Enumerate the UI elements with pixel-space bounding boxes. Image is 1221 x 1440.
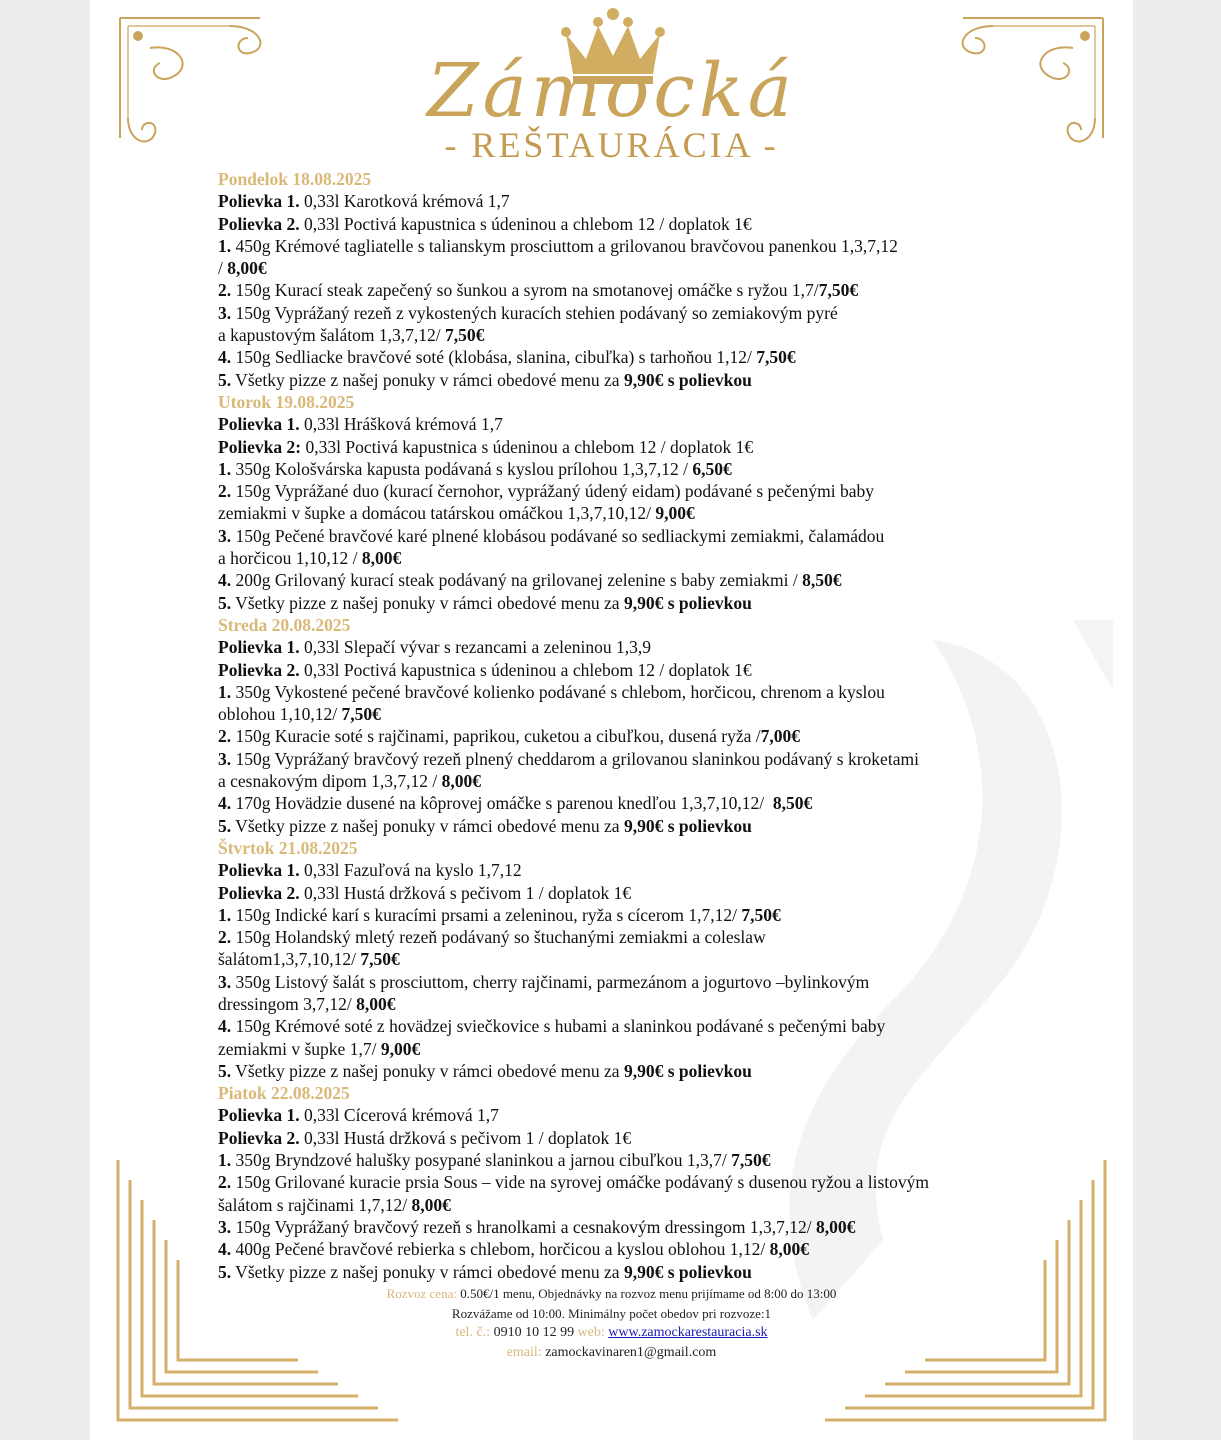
menu-item — [218, 213, 1018, 235]
item-price: 8,50€ — [802, 570, 842, 591]
phone-label: tel. č.: — [455, 1325, 491, 1340]
item-description: 0,33l Slepačí vývar s rezancami a zeleninou 1,3,9 — [299, 637, 652, 658]
item-description: 0,33l Poctivá kapustnica s údeninou a chlebom 12 / doplatok 1€ — [299, 213, 752, 234]
item-description: 150g Holandský mletý rezeň podávaný so štuchanými zemiakmi a coleslaw šalátom1,3,7,10,12/ — [218, 927, 766, 970]
item-description: 150g Indické karí s kuracími prsami a zeleninou, ryža s cícerom 1,7,12/ — [231, 904, 742, 925]
delivery-info — [210, 1284, 1013, 1304]
header — [90, 0, 1133, 170]
item-description: 150g Vyprážané duo (kurací černohor, vyprážaný údený eidam) podávané s pečenými baby zemiakmi v šupke a domácou tatárskou omáčkou 1,3,7,10,12/ — [218, 481, 874, 524]
item-description: 0,33l Poctivá kapustnica s údeninou a chlebom 12 / doplatok 1€ — [299, 659, 752, 680]
item-description: 150g Kurací steak zapečený so šunkou a syrom na smotanovej omáčke s ryžou 1,7/ — [231, 280, 819, 301]
menu-item — [218, 369, 1018, 391]
item-price: 8,50€ — [772, 793, 813, 814]
menu-item — [218, 1171, 1018, 1216]
menu-item — [218, 235, 1018, 280]
menu-item — [218, 413, 1018, 435]
item-number: 5. — [218, 1261, 232, 1282]
left-backdrop — [0, 0, 90, 1440]
item-description: 0,33l Karotková krémová 1,7 — [299, 191, 510, 212]
item-number: 2. — [218, 726, 232, 747]
item-price: 7,50€ — [818, 280, 859, 301]
item-number: Polievka 1. — [218, 637, 300, 658]
item-description: 0,33l Hustá držková s pečivom 1 / doplatok 1€ — [299, 1127, 632, 1148]
menu-item — [218, 436, 1018, 458]
item-description: 150g Pečené bravčové karé plnené klobásou podávané so sedliackymi zemiakmi, čalamádou a horčicou 1,10,12 / — [218, 525, 885, 569]
item-number: 2. — [218, 927, 232, 948]
web-label: web: — [577, 1325, 605, 1340]
brand-logo-script: Zámocká — [427, 48, 796, 134]
item-description: 350g Vykostené pečené bravčové kolienko podávané s chlebom, horčicou, chrenom a kyslou oblohou 1,10,12/ — [218, 681, 885, 725]
item-number: Polievka 2. — [218, 213, 300, 234]
item-description: 350g Kološvárska kapusta podávaná s kyslou prílohou 1,3,7,12 / — [231, 458, 693, 479]
delivery-info-2: Rozvážame od 10:00. Minimálny počet obedov pri rozvoze:1 — [451, 1305, 772, 1321]
item-number: 4. — [218, 570, 232, 591]
item-number: 4. — [218, 793, 232, 814]
item-number: 3. — [218, 1216, 232, 1237]
item-price: 8,00€ — [356, 993, 396, 1014]
email-label: email: — [506, 1344, 542, 1360]
menu-item — [218, 1015, 1018, 1060]
menu-item — [218, 302, 1018, 347]
item-description: 350g Listový šalát s prosciuttom, cherry rajčinami, parmezánom a jogurtovo –bylinkovým dressingom 3,7,12/ — [218, 971, 870, 1014]
item-number: Polievka 2. — [218, 882, 300, 903]
menu-item — [218, 1238, 1018, 1260]
item-number: 3. — [218, 971, 232, 992]
item-number: Polievka 2: — [218, 436, 302, 457]
phone-number: 0910 10 12 99 — [490, 1325, 578, 1340]
item-description: 0,33l Hustá držková s pečivom 1 / doplatok 1€ — [299, 882, 632, 903]
day-heading: Utorok 19.08.2025 — [218, 391, 355, 412]
menu-item — [218, 1127, 1018, 1149]
menu-item — [218, 748, 1018, 793]
item-description: 150g Kuracie soté s rajčinami, paprikou, cuketou a cibuľkou, dusená ryža / — [231, 726, 761, 747]
item-number: 1. — [218, 681, 232, 702]
item-number: 4. — [218, 1016, 232, 1037]
item-price: 9,00€ — [655, 503, 695, 524]
item-price: 9,90€ s polievkou — [623, 592, 752, 613]
item-description: 0,33l Hrášková krémová 1,7 — [299, 414, 503, 435]
website-link[interactable]: www.zamockarestauracia.sk — [608, 1325, 768, 1340]
day-heading: Štvrtok 21.08.2025 — [218, 837, 358, 858]
item-description: 200g Grilovaný kurací steak podávaný na grilovanej zelenine s baby zemiakmi / — [231, 570, 803, 591]
item-number: Polievka 1. — [218, 191, 300, 212]
item-number: 2. — [218, 1172, 232, 1193]
item-description: 150g Sedliacke bravčové soté (klobása, slanina, cibuľka) s tarhoňou 1,12/ — [231, 347, 757, 368]
menu-item — [218, 725, 1018, 747]
item-price: 8,00€ — [815, 1216, 856, 1237]
item-price: 9,90€ s polievkou — [623, 1261, 752, 1282]
menu-item — [218, 480, 1018, 525]
right-backdrop — [1131, 0, 1221, 1440]
menu-item — [218, 1216, 1018, 1238]
phone-web-line — [210, 1323, 1013, 1343]
item-number: Polievka 2. — [218, 659, 300, 680]
item-number: 3. — [218, 525, 232, 546]
item-number: 5. — [218, 592, 232, 613]
menu-item — [218, 882, 1018, 904]
item-price: 6,50€ — [692, 458, 732, 479]
menu-item — [218, 569, 1018, 591]
menu-item — [218, 525, 1018, 570]
item-price: 7,50€ — [731, 1150, 771, 1171]
menu-item — [218, 458, 1018, 480]
item-description: Všetky pizze z našej ponuky v rámci obedové menu za — [231, 1261, 624, 1282]
menu-item — [218, 1104, 1018, 1126]
delivery-label: Rozvoz cena: — [386, 1286, 457, 1301]
menu-item — [218, 592, 1018, 614]
item-number: 1. — [218, 1150, 232, 1171]
item-price: 9,90€ s polievkou — [623, 369, 752, 390]
day-heading: Pondelok 18.08.2025 — [218, 169, 372, 189]
item-description: Všetky pizze z našej ponuky v rámci obedové menu za — [231, 815, 624, 836]
item-price: 8,00€ — [441, 771, 481, 792]
item-price: 7,50€ — [341, 704, 381, 725]
item-price: 8,00€ — [411, 1194, 451, 1215]
item-number: 3. — [218, 302, 232, 323]
item-price: 9,90€ s polievkou — [623, 1060, 752, 1081]
menu-item — [218, 279, 1018, 301]
item-number: 1. — [218, 458, 232, 479]
item-price: 8,00€ — [361, 548, 402, 569]
item-description: 0,33l Fazuľová na kyslo 1,7,12 — [299, 860, 522, 881]
item-price: 7,50€ — [741, 904, 781, 925]
menu-item — [218, 190, 1018, 212]
item-description: Všetky pizze z našej ponuky v rámci obedové menu za — [231, 1060, 624, 1081]
item-description: 0,33l Poctivá kapustnica s údeninou a chlebom 12 / doplatok 1€ — [301, 436, 754, 457]
item-price: 7,50€ — [756, 347, 796, 368]
item-number: 4. — [218, 347, 232, 368]
menu-item — [218, 904, 1018, 926]
item-price: 7,50€ — [360, 949, 400, 970]
item-price: 9,00€ — [380, 1038, 421, 1059]
menu-item — [218, 1060, 1018, 1082]
item-price: 8,00€ — [769, 1239, 809, 1260]
item-description: Všetky pizze z našej ponuky v rámci obedové menu za — [231, 369, 624, 390]
item-description: Všetky pizze z našej ponuky v rámci obedové menu za — [231, 592, 624, 613]
item-number: 5. — [218, 369, 232, 390]
item-price: 7,50€ — [445, 325, 485, 346]
menu-item — [218, 681, 1018, 726]
item-number: Polievka 1. — [218, 1105, 300, 1126]
menu-item — [218, 859, 1018, 881]
item-price: 8,00€ — [227, 258, 267, 279]
item-number: Polievka 2. — [218, 1127, 300, 1148]
menu-item — [218, 636, 1018, 658]
item-description: 0,33l Cícerová krémová 1,7 — [299, 1105, 499, 1126]
item-description: 150g Vyprážaný bravčový rezeň plnený cheddarom a grilovanou slaninkou podávaný s kroketami a cesnakovým dipom 1,3,7,12 / — [218, 748, 919, 792]
weekly-menu — [218, 168, 1018, 1283]
menu-sheet — [90, 0, 1133, 1440]
day-heading: Streda 20.08.2025 — [218, 614, 351, 635]
item-price: 9,90€ s polievkou — [623, 815, 752, 836]
menu-item — [218, 815, 1018, 837]
item-description: 150g Krémové soté z hovädzej sviečkovice s hubami a slaninkou podávané s pečenými baby zemiakmi v šupke 1,7/ — [218, 1016, 886, 1059]
contact-footer — [210, 1284, 1013, 1362]
item-number: 5. — [218, 815, 232, 836]
menu-item — [218, 971, 1018, 1016]
item-number: Polievka 1. — [218, 860, 300, 881]
menu-item — [218, 659, 1018, 681]
item-number: 3. — [218, 748, 232, 769]
delivery-text: 0.50€/1 menu, Objednávky na rozvoz menu prijímame od 8:00 do 13:00 — [456, 1286, 837, 1301]
menu-item — [218, 346, 1018, 368]
item-number: 2. — [218, 280, 232, 301]
menu-item — [218, 926, 1018, 971]
menu-item — [218, 1261, 1018, 1283]
item-number: 5. — [218, 1060, 232, 1081]
menu-item — [218, 1149, 1018, 1171]
item-description: 450g Krémové tagliatelle s talianskym prosciuttom a grilovanou bravčovou panenkou 1,3,7,12 / — [218, 235, 898, 279]
item-price: 7,00€ — [760, 726, 801, 747]
menu-item — [218, 792, 1018, 814]
item-description: 150g Vyprážaný bravčový rezeň s hranolkami a cesnakovým dressingom 1,3,7,12/ — [231, 1216, 816, 1237]
day-heading: Piatok 22.08.2025 — [218, 1083, 350, 1104]
email-line — [210, 1343, 1013, 1363]
item-description: 170g Hovädzie dusené na kôprovej omáčke s parenou knedľou 1,3,7,10,12/ — [231, 793, 773, 814]
item-number: 1. — [218, 235, 232, 256]
item-description: 400g Pečené bravčové rebierka s chlebom, horčicou a kyslou oblohou 1,12/ — [231, 1239, 770, 1260]
item-description: 150g Vyprážaný rezeň z vykostených kuracích stehien podávaný so zemiakovým pyré a kapustovým šalátom 1,3,7,12/ — [218, 302, 838, 346]
brand-subtitle: - REŠTAURÁCIA - — [444, 125, 779, 165]
item-number: 1. — [218, 904, 232, 925]
item-description: 350g Bryndzové halušky posypané slaninkou a jarnou cibuľkou 1,3,7/ — [231, 1150, 732, 1171]
item-number: 4. — [218, 1239, 232, 1260]
item-description: 150g Grilované kuracie prsia Sous – vide na syrovej omáčke podávaný s dusenou ryžou a listovým šalátom s rajčinami 1,7,12/ — [218, 1172, 930, 1215]
email-address: zamockavinaren1@gmail.com — [541, 1344, 717, 1360]
item-number: 2. — [218, 481, 232, 502]
item-number: Polievka 1. — [218, 414, 300, 435]
